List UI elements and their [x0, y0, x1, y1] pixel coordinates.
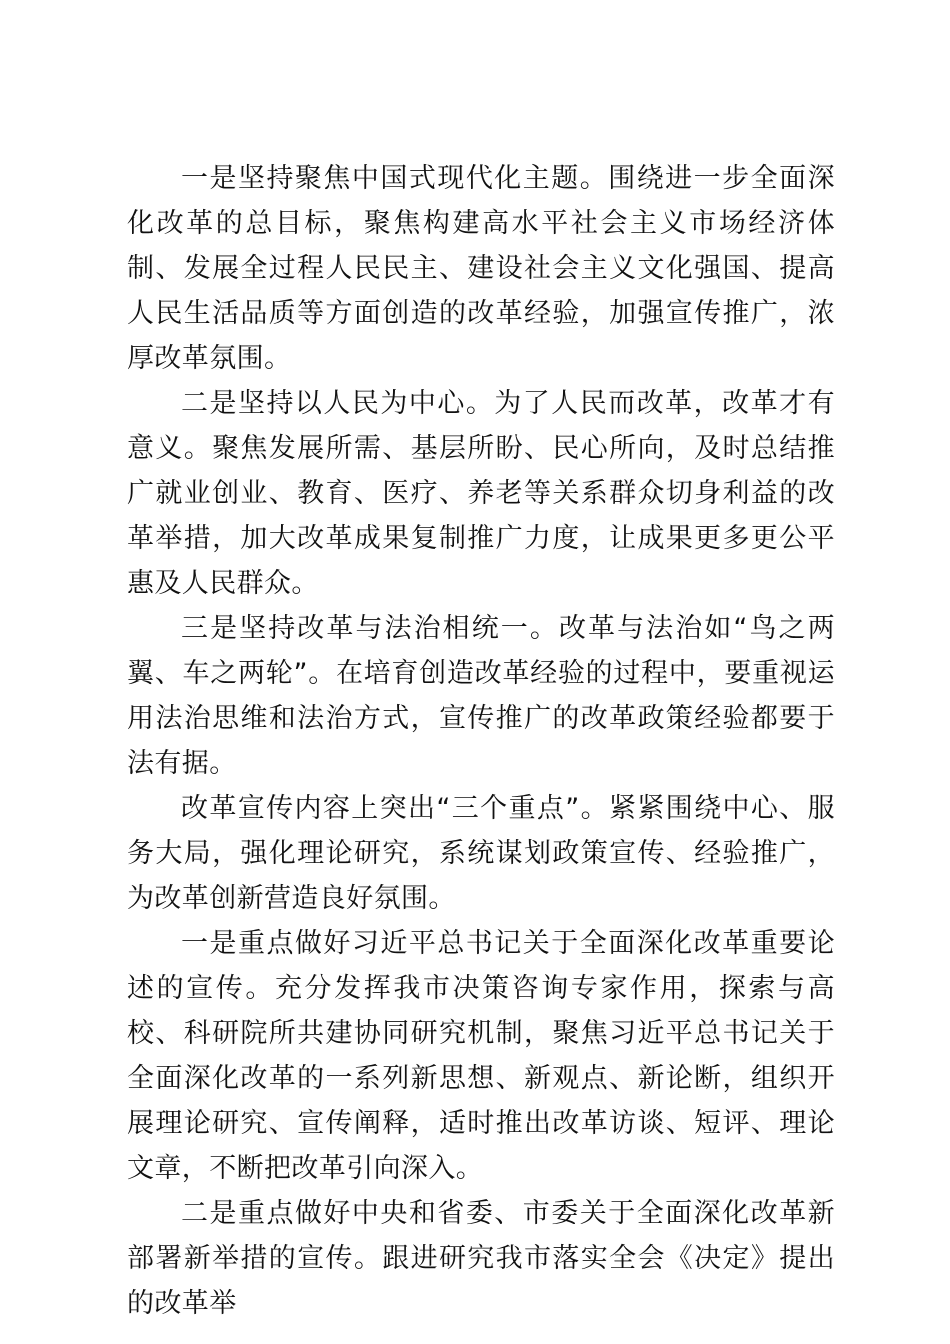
document-body	[127, 156, 835, 1326]
paragraph-6: 二是重点做好中央和省委、市委关于全面深化改革新部署新举措的宣传。跟进研究我市落实全会《决定》提出的改革举	[127, 1198, 835, 1319]
paragraph-1: 一是坚持聚焦中国式现代化主题。围绕进一步全面深化改革的总目标，聚焦构建高水平社会主义市场经济体制、发展全过程人民民主、建设社会主义文化强国、提高人民生活品质等方面创造的改革经验，加强宣传推广，浓厚改革氛围。	[127, 163, 835, 374]
paragraph-5: 一是重点做好习近平总书记关于全面深化改革重要论述的宣传。充分发挥我市决策咨询专家作用，探索与高校、科研院所共建协同研究机制，聚焦习近平总书记关于全面深化改革的一系列新思想、新观点、新论断，组织开展理论研究、宣传阐释，适时推出改革访谈、短评、理论文章，不断把改革引向深入。	[127, 928, 835, 1184]
paragraph-4: 改革宣传内容上突出“三个重点”。紧紧围绕中心、服务大局，强化理论研究，系统谋划政策宣传、经验推广，为改革创新营造良好氛围。	[127, 793, 835, 914]
paragraph-3: 三是坚持改革与法治相统一。改革与法治如“鸟之两翼、车之两轮”。在培育创造改革经验的过程中，要重视运用法治思维和法治方式，宣传推广的改革政策经验都要于法有据。	[127, 613, 835, 779]
paragraph-2: 二是坚持以人民为中心。为了人民而改革，改革才有意义。聚焦发展所需、基层所盼、民心所向，及时总结推广就业创业、教育、医疗、养老等关系群众切身利益的改革举措，加大改革成果复制推广力度，让成果更多更公平惠及人民群众。	[127, 388, 835, 599]
